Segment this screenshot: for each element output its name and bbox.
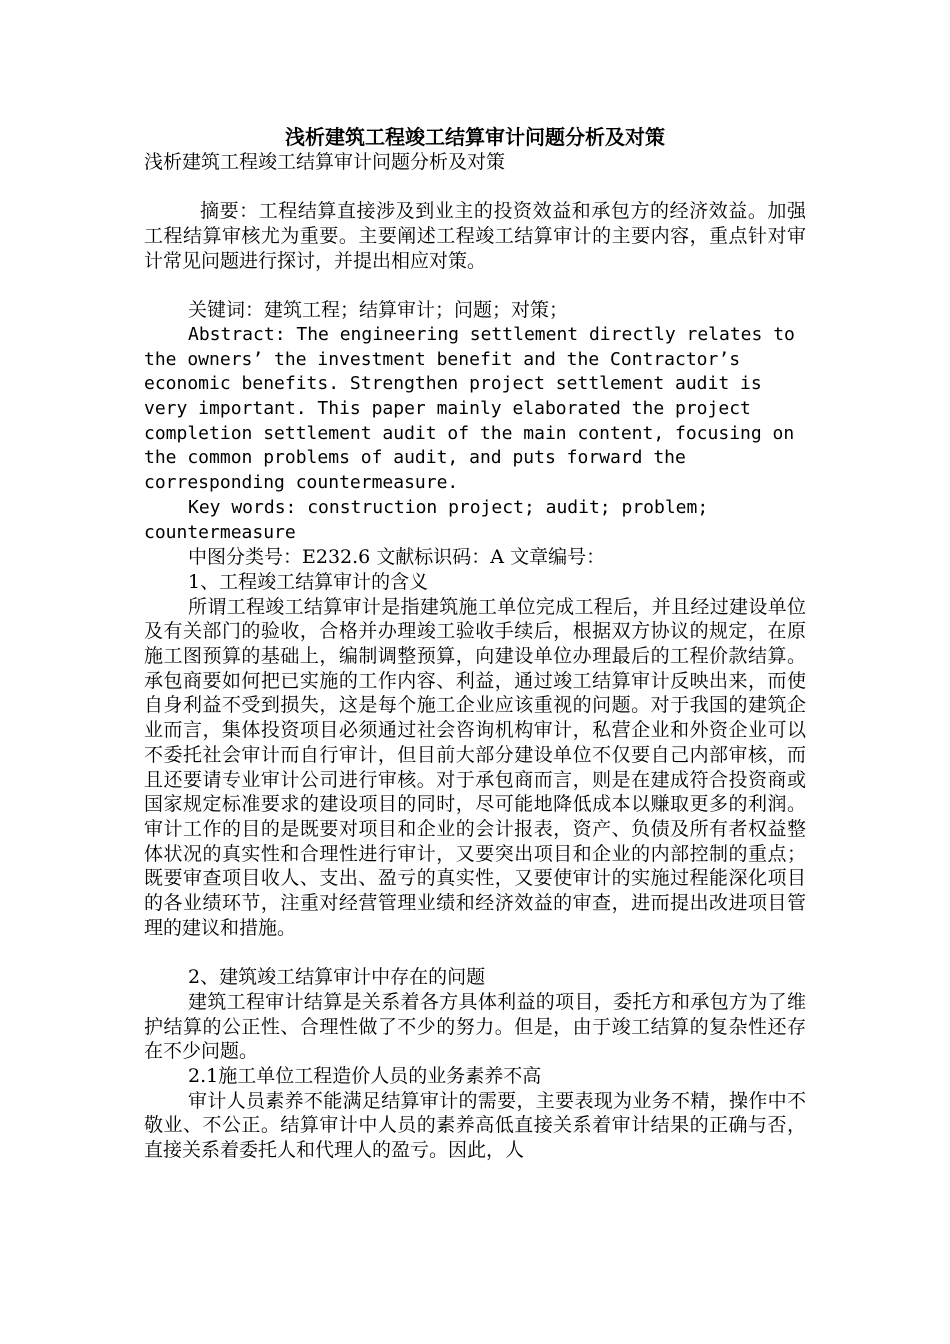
- spacer: [144, 175, 806, 200]
- abstract-en: Abstract: The engineering settlement directly relates to the owners’ the investment benefit and the Contractor’s economic benefits. Strengthen project settlement audit is very important. This paper mainly elaborated the project completion settlement audit of the main content, focusing on the common problems of audit, and puts forward the corresponding countermeasure.: [144, 323, 795, 494]
- document-title: 浅析建筑工程竣工结算审计问题分析及对策: [285, 125, 665, 149]
- section-2-1-heading: 2.1施工单位工程造价人员的业务素养不高: [188, 1064, 542, 1087]
- spacer: [144, 274, 806, 299]
- section-2-1-body: 审计人员素养不能满足结算审计的需要，主要表现为业务不精，操作中不敬业、不公正。结算审计中人员的素养高低直接关系着审计结果的正确与否，直接关系着委托人和代理人的盈亏。因此，人: [144, 1089, 806, 1162]
- classification-line: 中图分类号：E232.6 文献标识码：A 文章编号：: [188, 546, 606, 569]
- document-body: [144, 124, 806, 1163]
- abstract-cn: 摘要：工程结算直接涉及到业主的投资效益和承包方的经济效益。加强工程结算审核尤为重要。主要阐述工程竣工结算审计的主要内容，重点针对审计常见问题进行探讨，并提出相应对策。: [144, 200, 806, 272]
- keywords-cn: 关键词：建筑工程；结算审计；问题；对策；: [188, 299, 569, 322]
- section-2-heading: 2、建筑竣工结算审计中存在的问题: [188, 966, 486, 989]
- section-2-body: 建筑工程审计结算是关系着各方具体利益的项目，委托方和承包方为了维护结算的公正性、合理性做了不少的努力。但是，由于竣工结算的复杂性还存在不少问题。: [144, 990, 806, 1063]
- section-1-heading: 1、工程竣工结算审计的含义: [188, 570, 429, 593]
- section-1-body: 所谓工程竣工结算审计是指建筑施工单位完成工程后，并且经过建设单位及有关部门的验收，合格并办理竣工验收手续后，根据双方协议的规定，在原施工图预算的基础上，编制调整预算，向建设单位办理最后的工程价款结算。承包商要如何把已实施的工作内容、利益，通过竣工结算审计反映出来，而使自身利益不受到损失，这是每个施工企业应该重视的问题。对于我国的建筑企业而言，集体投资项目必须通过社会咨询机构审计，私营企业和外资企业可以不委托社会审计而自行审计，但目前大部分建设单位不仅要自己内部审核，而且还要请专业审计公司进行审核。对于承包商而言，则是在建成符合投资商或国家规定标准要求的建设项目的同时，尽可能地降低成本以赚取更多的利润。审计工作的目的是既要对项目和企业的会计报表，资产、负债及所有者权益整体状况的真实性和合理性进行审计，又要突出项目和企业的内部控制的重点；既要审查项目收人、支出、盈亏的真实性，又要使审计的实施过程能深化项目的各业绩环节，注重对经营管理业绩和经济效益的审查，进而提出改进项目管理的建议和措施。: [144, 595, 806, 939]
- spacer: [144, 940, 806, 965]
- document-subtitle: 浅析建筑工程竣工结算审计问题分析及对策: [144, 151, 506, 173]
- keywords-en: Key words: construction project; audit; problem; countermeasure: [144, 496, 709, 543]
